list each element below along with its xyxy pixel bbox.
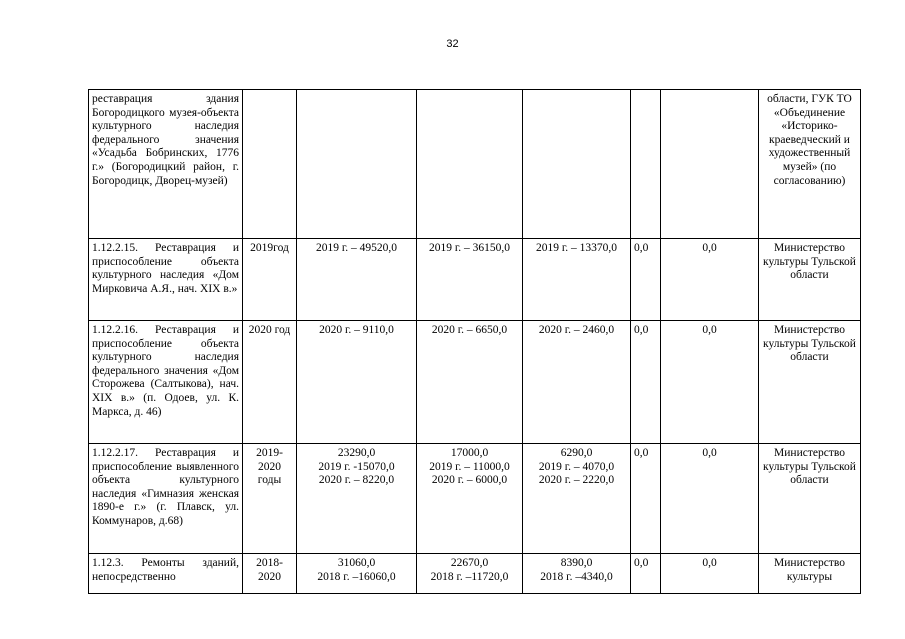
executor-cell: Министерство культуры Тульской области [759,444,861,554]
page-number: 32 [446,38,459,50]
total-line: 2020 г. – 8220,0 [318,474,395,487]
period-cell: 2019-2020 годы [243,444,297,554]
federal-line: 2020 г. – 6650,0 [431,324,508,336]
measure-name-cell: 1.12.3. Ремонты зданий, непосредственно [89,554,243,594]
period-cell: 2019год [243,239,297,321]
table-row [89,444,861,554]
other-cell [661,90,759,239]
federal-cell [417,90,523,239]
total-line: 2020 г. – 9110,0 [319,324,394,336]
federal-line: 2019 г. – 11000,0 [429,460,510,473]
federal-cell [417,554,523,594]
measure-name-cell: 1.12.2.17. Реставрация и приспособление выявленного объекта культурного наследия «Гимназия женская 1890-е г.» (г. Плавск, ул. Коммунаров, д.68) [89,444,243,554]
total-cell [297,554,417,594]
federal-cell [417,444,523,554]
federal-line: 22670,0 [450,557,489,569]
table-row [89,90,861,239]
regional-line: 6290,0 [560,447,593,459]
other-cell: 0,0 [661,444,759,554]
federal-line: 2020 г. – 6000,0 [431,474,508,487]
regional-line: 2019 г. – 4070,0 [538,460,615,473]
regional-cell [523,444,631,554]
regional-cell [523,321,631,444]
executor-cell: области, ГУК ТО «Объединение «Историко-краеведческий и художественный музей» (по согласованию) [759,90,861,239]
period-cell: 2020 год [243,321,297,444]
total-cell [297,239,417,321]
executor-cell: Министерство культуры Тульской области [759,239,861,321]
table-row [89,321,861,444]
period-cell [243,90,297,239]
regional-line: 2018 г. –4340,0 [540,570,613,583]
regional-line: 8390,0 [560,557,593,569]
total-cell [297,444,417,554]
federal-line: 17000,0 [450,447,489,459]
table-body [89,90,861,594]
total-line: 2019 г. – 49520,0 [315,242,398,254]
program-table [88,89,861,594]
regional-cell [523,554,631,594]
federal-line: 2018 г. –11720,0 [430,570,509,583]
other-cell: 0,0 [661,321,759,444]
table-row [89,554,861,594]
regional-line: 2019 г. – 13370,0 [535,242,618,254]
total-line: 23290,0 [337,447,376,459]
executor-cell: Министерство культуры Тульской области [759,321,861,444]
federal-cell [417,321,523,444]
total-line: 2018 г. –16060,0 [317,570,396,583]
federal-line: 2019 г. – 36150,0 [428,242,511,254]
local-cell: 0,0 [631,239,661,321]
total-cell [297,90,417,239]
local-cell: 0,0 [631,321,661,444]
total-cell [297,321,417,444]
total-line: 31060,0 [337,557,376,569]
local-cell [631,90,661,239]
other-cell: 0,0 [661,554,759,594]
regional-line: 2020 г. – 2220,0 [538,474,615,487]
local-cell: 0,0 [631,554,661,594]
table-row [89,239,861,321]
measure-name-cell: 1.12.2.16. Реставрация и приспособление объекта культурного наследия федерального значения «Дом Сторожева (Салтыкова), нач. XIX в.» (п. Одоев, ул. К. Маркса, д. 46) [89,321,243,444]
period-cell: 2018-2020 [243,554,297,594]
other-cell: 0,0 [661,239,759,321]
executor-cell: Министерство культуры [759,554,861,594]
local-cell: 0,0 [631,444,661,554]
total-line: 2019 г. -15070,0 [318,460,395,473]
regional-line: 2020 г. – 2460,0 [538,324,615,336]
regional-cell [523,239,631,321]
federal-cell [417,239,523,321]
regional-cell [523,90,631,239]
measure-name-cell: 1.12.2.15. Реставрация и приспособление объекта культурного наследия «Дом Мирковича А.Я., нач. XIX в.» [89,239,243,321]
measure-name-cell: реставрация здания Богородицкого музея-объекта культурного наследия федерального значения «Усадьба Бобринских, 1776 г.» (Богородицкий район, г. Богородицк, Дворец-музей) [89,90,243,239]
